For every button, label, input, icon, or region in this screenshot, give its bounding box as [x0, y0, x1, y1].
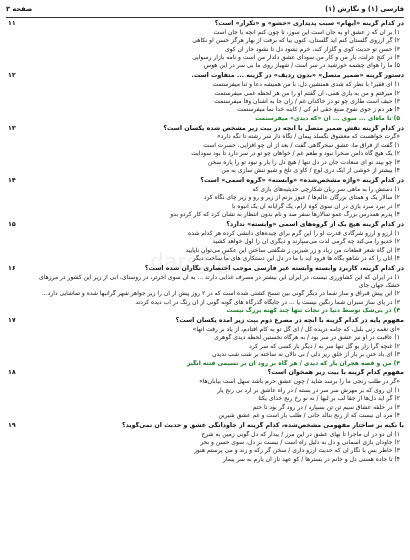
answer-option: ۲) سالار یک و همتای بزرگان عالم‌ها / عبور بزنم از زیر و رو و زیر چای نگاه کرد: [203, 194, 400, 202]
answer-option: ۲) این پیش قبراق و ساز شما در دیگر گونی بین تنسخ کشتی شده است که در ۲ روز پیش از آن را زیر جواهر شهر گرانبها شده و تماشایی دارد...: [41, 290, 400, 298]
answer-option: ۳) حیف است طاری چو تو در خاکدان غم / زان جا به آشنان وفا میفرستمت: [214, 97, 400, 105]
question-stem: در کدام گزینه نقش ضمیر متصل با آنچه در بیت زیر مشخص شده یکسان است؟: [163, 124, 404, 132]
question: [8, 20, 404, 71]
answer-option: ۴) در کنج عزلت، یار من و کار من سودای عشق دلدار من است و نامه بازار رسوایی: [192, 54, 400, 62]
question-number: ۱۸: [8, 369, 16, 377]
question-body: [24, 177, 404, 219]
question: [8, 317, 404, 368]
question-number: ۱۵: [8, 220, 16, 228]
question: [8, 369, 404, 420]
question-stem: دستور گرینه «ضمیر متصل» «بدون ردیف» در گزینه ... متفاوت است.: [191, 72, 404, 80]
answer-option: ۱) دستش را به ماهی سر زبان شکارچی حدیثیه‌های بازی که: [252, 185, 400, 193]
question-body: [24, 72, 404, 123]
answer-option: ۴) هر دم ز جوی نفوح صنع حقی ام کی / کاینه خدا نما میفرستمت: [237, 106, 400, 114]
answer-option: ۴) مرد آن نیست که از رنج بنالد جانی / طلب یار است و غم عشق شیرین: [218, 411, 400, 419]
answer-option: ۴) پدرم همدرس بزرگ عمو سالار‌ها سفر صد و نام بدون انتظار به نشان کرد که کار کردو بدو: [170, 211, 400, 218]
answer-option: ۳) حسن تو حدیث کوی و گلزار کند، خرم نشود دل تا نشود خار آن کوی: [224, 45, 400, 53]
answer-option: ۲) میرفتم و من به یاری همی، آن گفتم او را من هر لحظه غمی میفرستمت: [214, 89, 400, 97]
question: [8, 125, 404, 176]
question-number: ۱۴: [8, 176, 16, 184]
question-stem: در کدام گزینه، کاربرد وابسته وابسته غیر فارسی موجب اختصاری نگاران شده است؟: [144, 264, 404, 272]
question: [8, 422, 404, 464]
answer-option: ۱) آن دو در آن ماجرا تا بهای عشق در این مرز / بیدار که دل گویی زمین به شرح: [201, 430, 400, 438]
answer-option: ۴) تا جاده هستی دل و جانم در بسترها / کو عهد ناز آن یارم به سر بیمار: [223, 455, 400, 463]
question-stem: مفهوم کدام گزینه با بیت زیر همخوان است؟: [267, 369, 404, 377]
page-header: [6, 2, 404, 16]
answer-option: ۲) گر آرزوی گلستان کنم آید گلستان، کنون بیا که برفت از بهار هرگز حسن او نکاهی: [192, 37, 400, 45]
answer-option: ۳) در حلقه عشاق سیم تن تن بسپارد / در رود گر بود تا ختم: [252, 403, 400, 411]
answer-option: ۳) در نبرد سرد بازی در آن سوی کوه آرام، یک گرایانه آن یک انبوه با: [231, 202, 400, 210]
question-body: [24, 125, 404, 176]
page-number: صفحه ۳: [6, 5, 33, 13]
question-body: [24, 369, 404, 420]
answer-option: ۱) آرزو و آرزو شرگادی قدرت او را این گرم برای چیده‌های دانشی کرده هر کدام شده: [188, 229, 400, 237]
answer-option: ۳) خاطر بس با نگار آن که حدیث آرزو داری / سخن گر زکه و زند و می پرستم هنوز: [194, 447, 400, 455]
answer-option: ۱) عاقبت در او نیز عشق در سر بود / به هرگاه نخستین لحظه دیدی گوهری: [214, 334, 400, 342]
question-stem: در کدام گزینه «واژه مشخص‌شده» «وابسته» «گروه اسمی» است؟: [200, 176, 404, 184]
question-number: ۱۱: [8, 20, 16, 27]
answer-option: ۴) آنان را که در شاهو بگاه ها فرود آید با ما در دل این دستکاری های ما ساخت دیگر: [192, 254, 400, 262]
answer-option: ۲) جاودان بازی آسمانی و دل به دلیل راه است / نیست بر دل، سوی حسن و بحر: [200, 439, 400, 447]
answer-option: ۳) چو بیند تو ای سعادت جان در دل تنها / هیچ دل را بار و نبود تو را پاره سخن: [207, 158, 400, 166]
questions-list: [8, 20, 404, 556]
question-number: ۱۷: [8, 317, 16, 325]
answer-option: ۱) در ایران که این کشاورزی نیست، در ایران این بیشتر در مصرف غذایی دارند ... به آن سوی آخرتر، در روستای، آبی از زیر این کشور در مرز‌های خشک جهان جای: [38, 273, 400, 290]
header-divider: [6, 17, 404, 18]
answer-option: ۱) ای فقیر! با نظر که شدی همنشین دل، با من همیشه دعا و ثنا میفرستمت: [212, 81, 400, 89]
answer-option: ۵) ما را هوای چشمه خورشید در سر است / شهباز روی ما بی سر در این هوس: [203, 62, 400, 70]
answer-option: ۳) آن گاه شعر قطعات من زیاد و زر شیرین ز شگفتی ساختن این عکس می‌توان ناپایید: [185, 246, 400, 254]
question-stem: در کدام گزینه هیچ یک از گروه‌های اسمی «وابسته» ندارد؟: [226, 220, 404, 228]
question-body: [24, 422, 404, 464]
answer-option: ۳) در پای ساز سبزان شما رنگین نیست یا ... در جایگاه گذرگاه های گونه گونی از آن رنگ در آب دیده کردند: [135, 298, 400, 306]
answer-option: ۲) غنچه گرا زار بو گل تنها سر به / دیگر بار کسی که سر کرد: [249, 342, 400, 350]
answer-option: ۴) من و قصه هجران یار که دیدی / هر گاه بر رود آن بر نسیمی فتنه انگیز: [186, 359, 400, 367]
answer-option: ۲) گر آید دل‌ها از جفا لب بر لبها / نه نو رخ رنج خدای یکتا: [258, 395, 400, 403]
question: [8, 221, 404, 263]
question: [8, 72, 404, 123]
answer-option: ۵) تا ماه‌ای ... سوی ... آن «که دیدی» میفرستمت: [255, 114, 400, 122]
question-number: ۱۳: [8, 124, 16, 132]
answer-option: ۱) آن روی که بر مهرش سر سر در بسته / در راه عاشق بر آرد بی رنج یار: [217, 386, 400, 394]
subject-title: فارسی (۱) و نگارش (۱): [325, 5, 404, 13]
answer-option: ۱) گفت از فراق ما، عشق سحرگاهی گفت / بعد از آن چو افزایی، حسرت است: [203, 141, 400, 149]
answer-option: ۲) یک هیچ گاه دامن صحرا نبود و طعم غم / خواهان چو تو در سر دارد تا بود سودایت: [191, 150, 400, 158]
answer-option: «گرت خواهست که معشوق نگسلد پیمان / نگاه دار سر رشته تا نگه دارد»: [217, 133, 400, 141]
answer-option: «ای نغمه زنی بلبل، که جامه دریده کل / ای گل تو به کام افتادم، از یاد بر رفت آنها»: [192, 325, 400, 333]
watermark: @dars1: [150, 250, 234, 275]
answer-option: ۱) بر آن که ز عشق او به جان است این سوز، تا چون کنم آنچه با جان است: [213, 28, 400, 36]
answer-option: ۴) در بی‌شک توسط دنیا در نجات تنها چند کهنه بزرگ نیست: [226, 307, 400, 315]
question-stem: در کدام گزینه «ایهام» سبب پدیداری «حشو» و «تکرار» است؟: [214, 20, 404, 27]
question: [8, 265, 404, 316]
question-stem: مفهوم پایه در کدام گزینه با آنچه در مصرع دوم بیت زیر آمده یکسان است؟: [175, 317, 404, 325]
answer-option: ۴) بیشتر از خوشی از ایک دری لوچ / کاو ی تلخ و شیو تنش سازی به من: [221, 167, 400, 175]
question-number: ۱۹: [8, 421, 16, 429]
question-number: ۱۶: [8, 264, 16, 272]
question-body: [24, 265, 404, 316]
question-stem: با نکیه بر ساختار مفهومی مشخص‌شده، کدام گزینه از جاودانگی عشق و حدیث آن نمی‌گوید؟: [121, 421, 404, 429]
question-number: ۱۲: [8, 72, 16, 80]
answer-option: ۳) ای باد ختن بر بار از خلق ریز دلی / بی نالان نه ساخته بر شب شب ندیدن: [212, 351, 400, 359]
question-body: [24, 20, 404, 71]
answer-option: ۲) خدیو را می‌کند چه گرمی لذت می‌سپارند و دیگری آن را لول خواهد کشید: [212, 238, 400, 246]
question-body: [24, 317, 404, 368]
answer-option: «گر در طلب رنجی ما را برسد شاید / چون عشق حرم باشد سهل است بیابان‌ها»: [199, 378, 400, 386]
question: [8, 177, 404, 219]
question-body: [24, 221, 404, 263]
